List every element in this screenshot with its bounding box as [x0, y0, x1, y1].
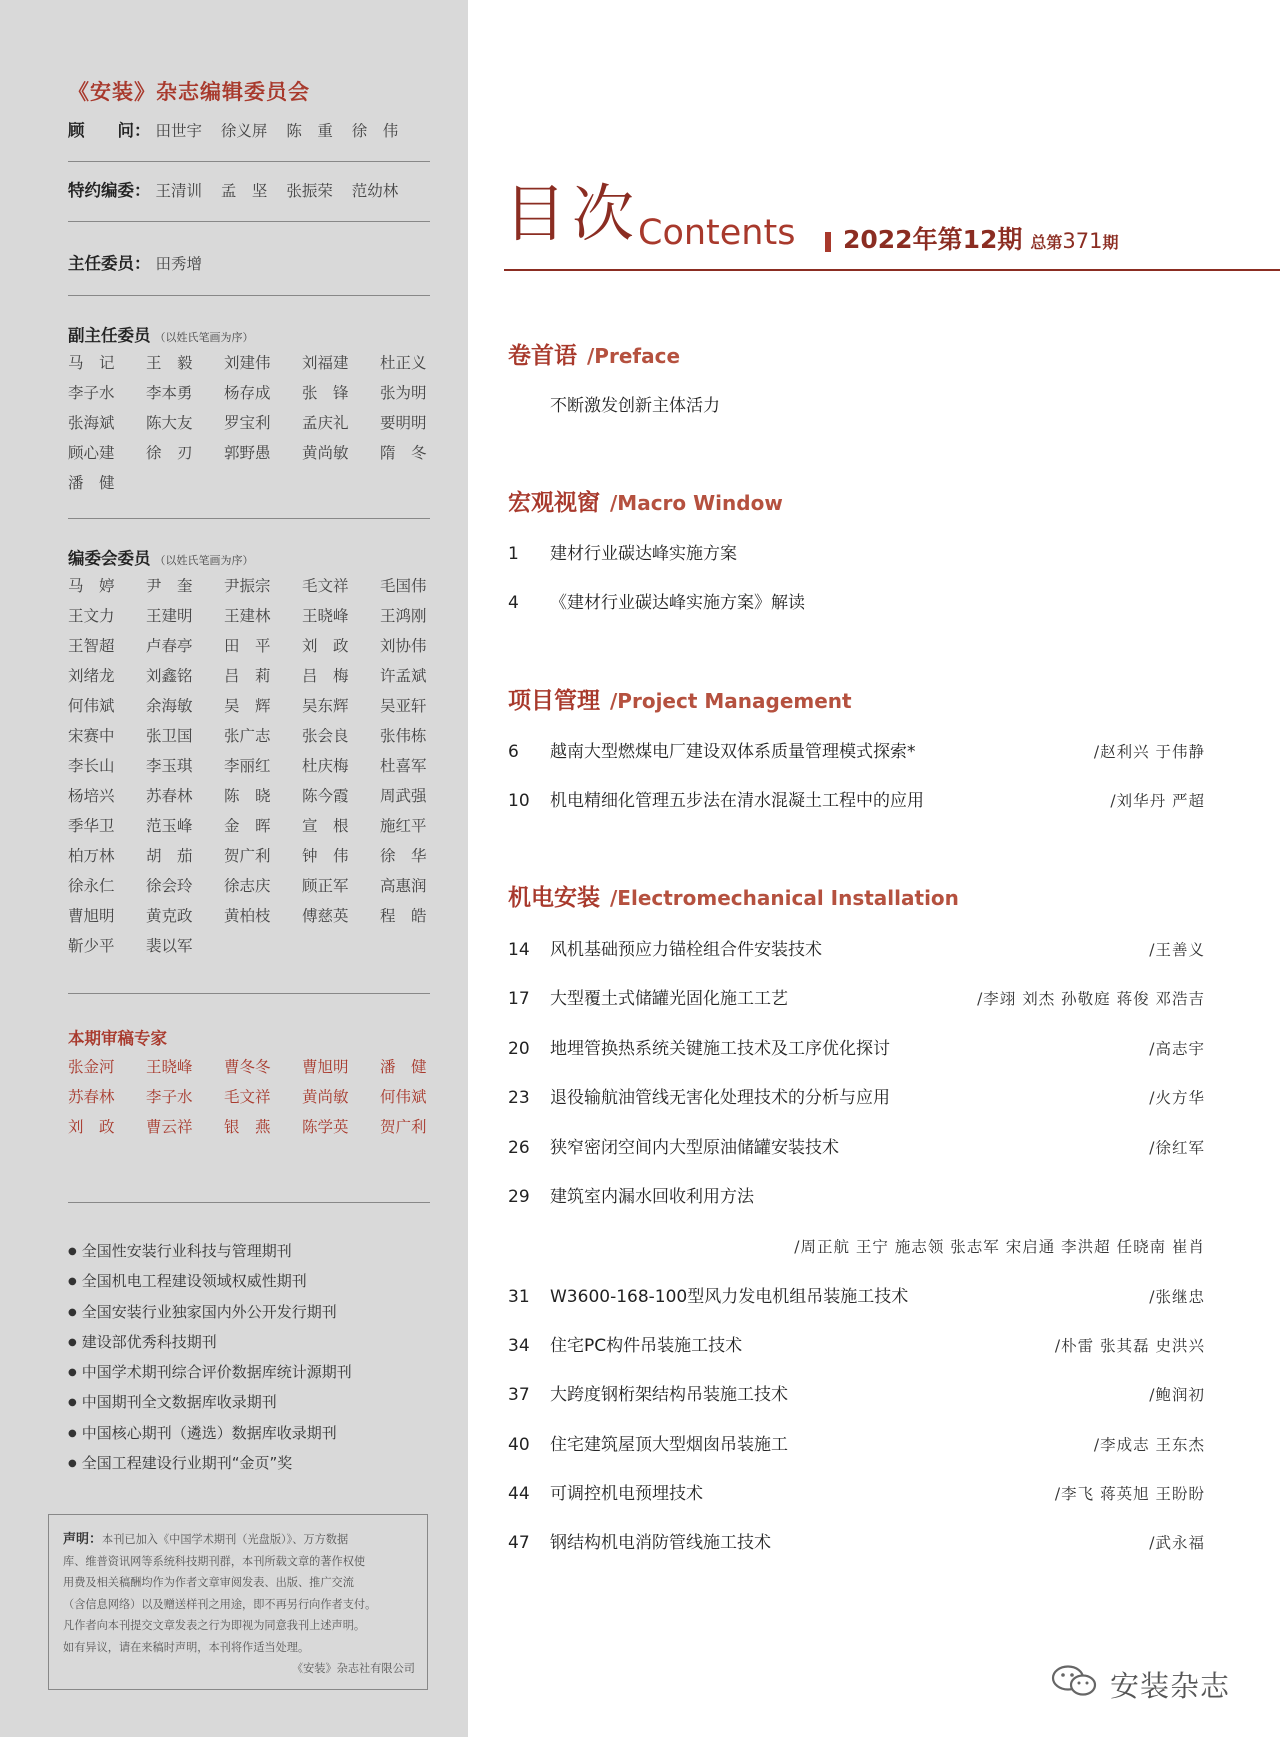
- member-name: 张卫国: [146, 727, 193, 745]
- toc-entry[interactable]: [508, 788, 1205, 814]
- member-name: 何伟斌: [68, 697, 115, 715]
- member-name: 要明明: [380, 414, 427, 432]
- page-number: 29: [508, 1187, 530, 1207]
- article-authors: /张继忠: [1149, 1288, 1205, 1306]
- member-name: 苏春林: [68, 1088, 115, 1106]
- article-title: 建材行业碳达峰实施方案: [550, 544, 737, 564]
- reviewers-list: [68, 1052, 440, 1142]
- page-number: 10: [508, 791, 530, 811]
- member-name: 尹振宗: [224, 577, 271, 595]
- member-name: 苏春林: [146, 787, 193, 805]
- board-title: 《安装》杂志编辑委员会: [68, 80, 310, 104]
- director-row: [68, 250, 216, 274]
- divider: [68, 221, 430, 222]
- member-name: 李本勇: [146, 384, 193, 402]
- wechat-icon: [1050, 1664, 1100, 1698]
- page-number: 34: [508, 1336, 530, 1356]
- member-name: 李子水: [68, 384, 115, 402]
- member-name: 顾心建: [68, 444, 115, 462]
- toc-entry[interactable]: [508, 739, 1205, 765]
- committee-list: [68, 571, 440, 961]
- member-name: 陈学英: [302, 1118, 349, 1136]
- section-title-en: /Macro Window: [610, 491, 783, 515]
- section-heading: [508, 887, 959, 910]
- member-name: 银 燕: [224, 1118, 271, 1136]
- contents-title-en: Contents: [638, 213, 796, 253]
- member-name: 徐 华: [380, 847, 427, 865]
- member-name: 徐志庆: [224, 877, 271, 895]
- director-label: 主任委员：: [68, 254, 151, 273]
- article-authors: /武永福: [1149, 1534, 1205, 1552]
- article-title: 风机基础预应力锚栓组合件安装技术: [550, 940, 822, 960]
- total-prefix: 总第: [1030, 233, 1063, 252]
- wechat-watermark: [1050, 1660, 1240, 1704]
- notice-line: 用费及相关稿酬均作为作者文章审阅发表、出版、推广交流: [63, 1576, 354, 1589]
- member-name: 宋赛中: [68, 727, 115, 745]
- member-name: 胡 茄: [146, 847, 193, 865]
- member-name: 贺广利: [380, 1118, 427, 1136]
- member-name: 傅慈英: [302, 907, 349, 925]
- copyright-notice: [48, 1514, 428, 1690]
- director-name: 田秀增: [155, 255, 202, 273]
- toc-entry[interactable]: [508, 1036, 1205, 1062]
- page-number: 44: [508, 1484, 530, 1504]
- divider: [68, 1202, 430, 1203]
- special-editor-name: 张振荣: [286, 182, 333, 200]
- article-authors: /朴雷 张其磊 史洪兴: [1054, 1337, 1205, 1355]
- member-name: 张 锋: [302, 384, 349, 402]
- member-name: 孟庆礼: [302, 414, 349, 432]
- toc-entry[interactable]: [508, 937, 1205, 963]
- page-number: 6: [508, 742, 519, 762]
- toc-entry[interactable]: [508, 1135, 1205, 1161]
- member-name: 刘鑫铭: [146, 667, 193, 685]
- article-title: 不断激发创新主体活力: [550, 396, 720, 416]
- member-name: 毛文祥: [224, 1088, 271, 1106]
- member-name: 尹 奎: [146, 577, 193, 595]
- reviewers-heading: 本期审稿专家: [68, 1029, 167, 1048]
- article-authors-line: /周正航 王宁 施志领 张志军 宋启通 李洪超 任晓南 崔肖: [794, 1238, 1205, 1256]
- special-editor-name: 孟 坚: [220, 182, 268, 200]
- member-name: 吕 梅: [302, 667, 349, 685]
- member-name: 张会良: [302, 727, 349, 745]
- member-name: 张海斌: [68, 414, 115, 432]
- member-name: 罗宝利: [224, 414, 271, 432]
- notice-line: 本刊已加入《中国学术期刊（光盘版）》、万方数据: [102, 1533, 349, 1546]
- article-title: 钢结构机电消防管线施工技术: [550, 1533, 771, 1553]
- honor-item: ● 全国性安装行业科技与管理期刊: [68, 1236, 448, 1266]
- toc-entry[interactable]: [508, 1481, 1205, 1507]
- member-name: 刘协伟: [380, 637, 427, 655]
- section-title-en: /Electromechanical Installation: [610, 886, 959, 910]
- page-number: 17: [508, 989, 530, 1009]
- page-number: 1: [508, 544, 519, 564]
- watermark-text: 安装杂志: [1110, 1669, 1231, 1703]
- article-authors: /李翊 刘杰 孙敬庭 蒋俊 邓浩吉: [977, 990, 1205, 1008]
- toc-entry[interactable]: [508, 1284, 1205, 1310]
- member-name: 王建林: [224, 607, 271, 625]
- member-name: 王 毅: [146, 354, 193, 372]
- member-name: 隋 冬: [380, 444, 427, 462]
- member-name: 毛国伟: [380, 577, 427, 595]
- member-name: 季华卫: [68, 817, 115, 835]
- vice-directors-note: （以姓氏笔画为序）: [154, 331, 254, 344]
- page-number: 31: [508, 1287, 530, 1307]
- article-authors: /高志宇: [1149, 1040, 1205, 1058]
- member-name: 杨培兴: [68, 787, 115, 805]
- member-name: 曹冬冬: [224, 1058, 271, 1076]
- member-name: 刘绪龙: [68, 667, 115, 685]
- article-title: 地埋管换热系统关键施工技术及工序优化探讨: [550, 1039, 890, 1059]
- member-name: 余海敏: [146, 697, 193, 715]
- member-name: 程 皓: [380, 907, 427, 925]
- member-name: 刘福建: [302, 354, 349, 372]
- member-name: 马 记: [68, 354, 115, 372]
- member-name: 张金河: [68, 1058, 115, 1076]
- committee-heading: [68, 545, 254, 569]
- member-name: 张广志: [224, 727, 271, 745]
- section-title-cn: 机电安装: [508, 885, 600, 911]
- special-editor-name: 王清训: [155, 182, 202, 200]
- toc-entry[interactable]: [508, 1184, 1205, 1210]
- member-name: 吕 莉: [224, 667, 271, 685]
- toc-entry[interactable]: [508, 1530, 1205, 1556]
- honor-item: ● 全国机电工程建设领域权威性期刊: [68, 1266, 448, 1296]
- article-authors: /刘华丹 严超: [1110, 792, 1205, 810]
- vice-directors-list: [68, 348, 440, 498]
- member-name: 李玉琪: [146, 757, 193, 775]
- member-name: 金 晖: [224, 817, 271, 835]
- section-title-cn: 宏观视窗: [508, 490, 600, 516]
- member-name: 高惠润: [380, 877, 427, 895]
- member-name: 柏万林: [68, 847, 115, 865]
- honor-item: ● 全国安装行业独家国内外公开发行期刊: [68, 1297, 448, 1327]
- member-name: 徐永仁: [68, 877, 115, 895]
- total-number: 371: [1062, 229, 1103, 253]
- member-name: 杜庆梅: [302, 757, 349, 775]
- page-number: 40: [508, 1435, 530, 1455]
- member-name: 王文力: [68, 607, 115, 625]
- member-name: 徐 刃: [146, 444, 193, 462]
- member-name: 马 婷: [68, 577, 115, 595]
- section-heading: [508, 690, 852, 713]
- member-name: 杜正义: [380, 354, 427, 372]
- title-accent-bar: [825, 232, 831, 252]
- member-name: 靳少平: [68, 937, 115, 955]
- divider: [68, 993, 430, 994]
- divider: [68, 161, 430, 162]
- special-editors-label: 特约编委：: [68, 181, 151, 200]
- advisor-name: 徐 伟: [351, 122, 399, 140]
- member-name: 王智超: [68, 637, 115, 655]
- member-name: 张伟栋: [380, 727, 427, 745]
- member-name: 潘 健: [380, 1058, 427, 1076]
- member-name: 钟 伟: [302, 847, 349, 865]
- honor-item: ● 全国工程建设行业期刊“金页”奖: [68, 1448, 448, 1478]
- honor-item: ● 中国期刊全文数据库收录期刊: [68, 1387, 448, 1417]
- divider: [68, 295, 430, 296]
- article-authors: /火方华: [1149, 1089, 1205, 1107]
- article-authors: /鲍润初: [1149, 1386, 1205, 1404]
- issue-number: 2022年第12期: [843, 225, 1023, 254]
- member-name: 张为明: [380, 384, 427, 402]
- member-name: 杜喜军: [380, 757, 427, 775]
- section-title-cn: 项目管理: [508, 688, 600, 714]
- section-heading: [508, 492, 783, 515]
- member-name: 黄尚敏: [302, 444, 349, 462]
- member-name: 许孟斌: [380, 667, 427, 685]
- advisor-name: 徐义屏: [220, 122, 268, 140]
- member-name: 陈大友: [146, 414, 193, 432]
- article-title: 住宅PC构件吊装施工技术: [550, 1336, 743, 1356]
- special-editors-row: [68, 177, 412, 201]
- committee-note: （以姓氏笔画为序）: [154, 554, 254, 567]
- section-title-en: /Project Management: [610, 689, 852, 713]
- honors-list: [68, 1236, 448, 1478]
- member-name: 宣 根: [302, 817, 349, 835]
- member-name: 潘 健: [68, 474, 115, 492]
- article-title: 狭窄密闭空间内大型原油储罐安装技术: [550, 1138, 839, 1158]
- advisors-label: 顾 问：: [68, 121, 151, 140]
- toc-entry[interactable]: [508, 1085, 1205, 1111]
- page-number: 23: [508, 1088, 530, 1108]
- notice-line: 凡作者向本刊提交文章发表之行为即视为同意我刊上述声明。: [63, 1619, 366, 1632]
- article-authors: /赵利兴 于伟静: [1093, 743, 1205, 761]
- article-authors: /李飞 蒋英旭 王盼盼: [1054, 1485, 1205, 1503]
- member-name: 吴东辉: [302, 697, 349, 715]
- member-name: 李子水: [146, 1088, 193, 1106]
- toc-entry[interactable]: [508, 541, 1205, 567]
- article-title: W3600-168-100型风力发电机组吊装施工技术: [550, 1287, 909, 1307]
- honor-item: ● 中国核心期刊（遴选）数据库收录期刊: [68, 1418, 448, 1448]
- article-title: 大型覆土式储罐光固化施工工艺: [550, 989, 788, 1009]
- member-name: 徐会玲: [146, 877, 193, 895]
- advisor-name: 田世宇: [155, 122, 202, 140]
- page-number: 47: [508, 1533, 530, 1553]
- article-title: 机电精细化管理五步法在清水混凝土工程中的应用: [550, 791, 924, 811]
- member-name: 施红平: [380, 817, 427, 835]
- article-title: 住宅建筑屋顶大型烟囱吊装施工: [550, 1435, 788, 1455]
- member-name: 黄柏枝: [224, 907, 271, 925]
- article-authors: /徐红军: [1149, 1139, 1205, 1157]
- total-suffix: 期: [1102, 233, 1119, 252]
- honor-item: ● 中国学术期刊综合评价数据库统计源期刊: [68, 1357, 448, 1387]
- member-name: 何伟斌: [380, 1088, 427, 1106]
- article-title: 《建材行业碳达峰实施方案》解读: [550, 593, 805, 613]
- member-name: 裴以军: [146, 937, 193, 955]
- vice-directors-label: 副主任委员: [68, 326, 151, 345]
- special-editor-name: 范幼林: [351, 182, 399, 200]
- page-number: 4: [508, 593, 519, 613]
- committee-label: 编委会委员: [68, 549, 151, 568]
- page-number: 14: [508, 940, 530, 960]
- member-name: 卢春亭: [146, 637, 193, 655]
- page-number: 37: [508, 1385, 530, 1405]
- divider: [68, 518, 430, 519]
- issue-info: [843, 227, 1119, 252]
- member-name: 刘 政: [302, 637, 349, 655]
- section-title-en: /Preface: [587, 344, 681, 368]
- page-number: 20: [508, 1039, 530, 1059]
- contents-title-cn: 目次: [504, 177, 641, 250]
- member-name: 李长山: [68, 757, 115, 775]
- vice-directors-heading: [68, 322, 254, 346]
- member-name: 范玉峰: [146, 817, 193, 835]
- section-heading: [508, 345, 680, 368]
- total-issue: [1030, 229, 1119, 253]
- article-title: 大跨度钢桁架结构吊装施工技术: [550, 1385, 788, 1405]
- notice-signature: 《安装》杂志社有限公司: [291, 1662, 415, 1675]
- member-name: 杨存成: [224, 384, 271, 402]
- member-name: 曹云祥: [146, 1118, 193, 1136]
- member-name: 曹旭明: [68, 907, 115, 925]
- notice-line: 如有异议，请在来稿时声明，本刊将作适当处理。: [63, 1640, 310, 1654]
- member-name: 吴 辉: [224, 697, 271, 715]
- member-name: 李丽红: [224, 757, 271, 775]
- article-title: 退役输航油管线无害化处理技术的分析与应用: [550, 1088, 890, 1108]
- article-title: 建筑室内漏水回收利用方法: [550, 1187, 754, 1207]
- notice-line: 库、维普资讯网等系统科技期刊群，本刊所载文章的著作权使: [63, 1554, 366, 1568]
- toc-entry[interactable]: [508, 1432, 1205, 1458]
- advisor-name: 陈 重: [286, 122, 333, 140]
- editorial-board-panel: [0, 0, 468, 1737]
- member-name: 曹旭明: [302, 1058, 349, 1076]
- toc-entry[interactable]: [508, 986, 1205, 1012]
- section-title-cn: 卷首语: [508, 343, 577, 369]
- toc-entry[interactable]: [508, 590, 1205, 616]
- article-title: 越南大型燃煤电厂建设双体系质量管理模式探索*: [550, 742, 916, 762]
- member-name: 黄尚敏: [302, 1088, 349, 1106]
- toc-entry[interactable]: [508, 1382, 1205, 1408]
- title-rule: [504, 269, 1280, 271]
- member-name: 王鸿刚: [380, 607, 427, 625]
- article-authors: /李成志 王东杰: [1093, 1436, 1205, 1454]
- member-name: 黄克政: [146, 907, 193, 925]
- member-name: 陈 晓: [224, 787, 271, 805]
- article-authors: /王善义: [1149, 941, 1205, 959]
- page-number: 26: [508, 1138, 530, 1158]
- member-name: 陈今霞: [302, 787, 349, 805]
- member-name: 王晓峰: [302, 607, 349, 625]
- member-name: 吴亚轩: [380, 697, 427, 715]
- member-name: 周武强: [380, 787, 427, 805]
- member-name: 王晓峰: [146, 1058, 193, 1076]
- member-name: 田 平: [224, 637, 271, 655]
- member-name: 毛文祥: [302, 577, 349, 595]
- article-title: 可调控机电预埋技术: [550, 1484, 703, 1504]
- honor-item: ● 建设部优秀科技期刊: [68, 1327, 448, 1357]
- notice-label: 声明：: [63, 1532, 103, 1547]
- member-name: 王建明: [146, 607, 193, 625]
- member-name: 郭野愚: [224, 444, 271, 462]
- toc-entry[interactable]: [508, 393, 1205, 419]
- notice-line: （含信息网络）以及赠送样刊之用途，即不再另行向作者支付。: [63, 1597, 377, 1611]
- toc-entry[interactable]: [508, 1333, 1205, 1359]
- member-name: 刘 政: [68, 1118, 115, 1136]
- member-name: 顾正军: [302, 877, 349, 895]
- member-name: 贺广利: [224, 847, 271, 865]
- member-name: 刘建伟: [224, 354, 271, 372]
- advisors-row: [68, 117, 412, 141]
